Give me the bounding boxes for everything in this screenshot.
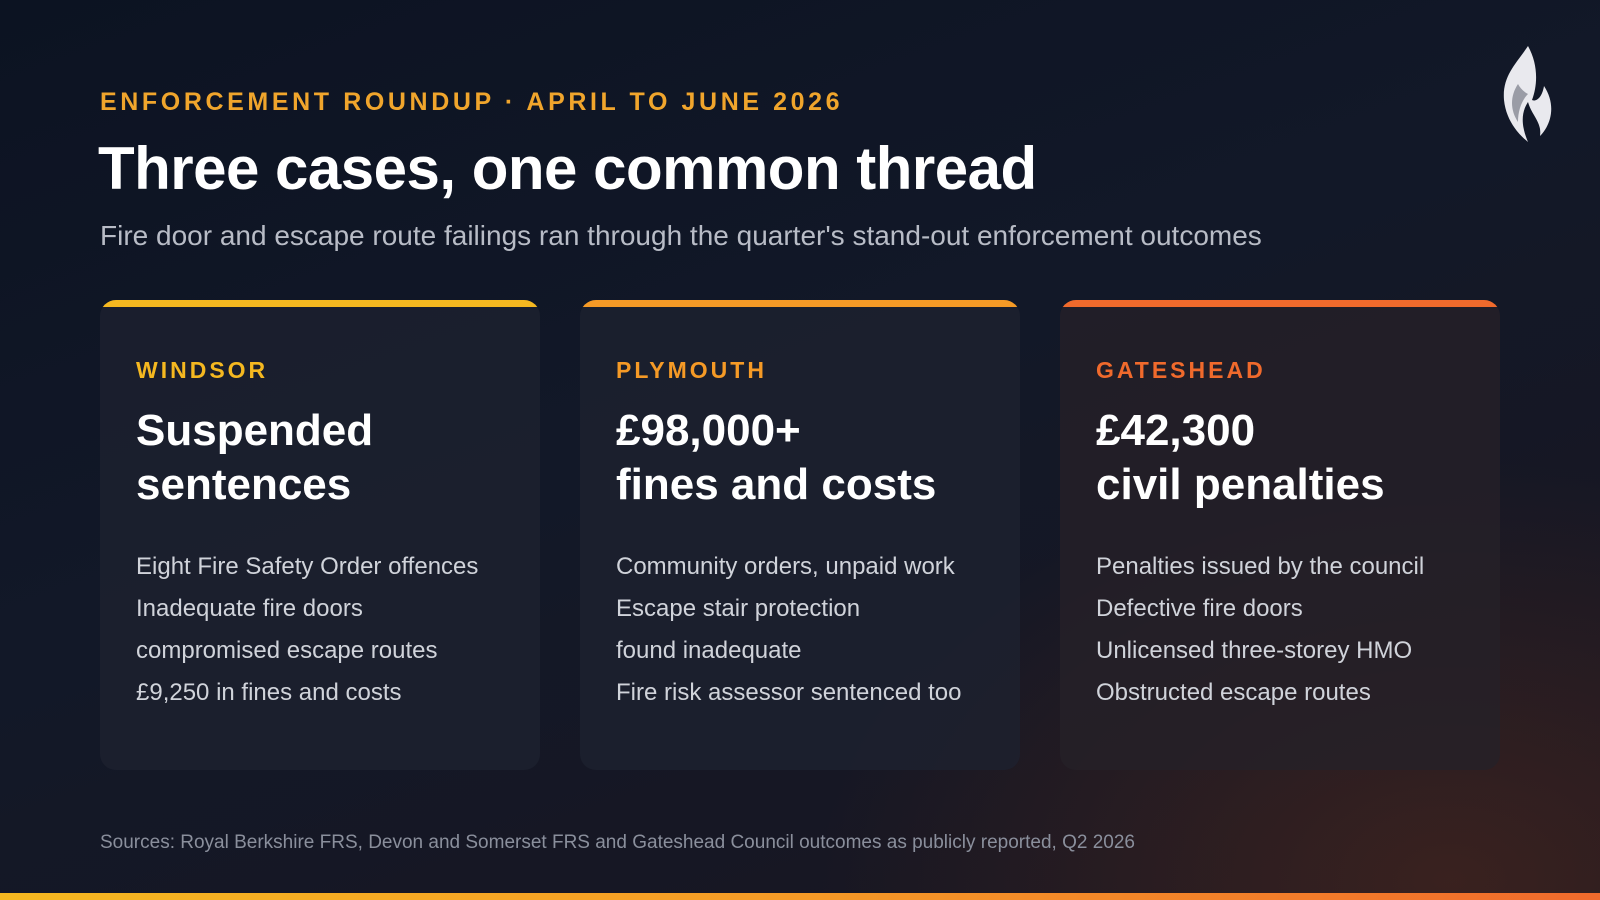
case-points: [1096, 546, 1464, 714]
case-point: Fire risk assessor sentenced too: [616, 679, 962, 706]
page-subtitle: Fire door and escape route failings ran through the quarter's stand-out enforcement outcomes: [100, 220, 1262, 251]
case-point: Unlicensed three-storey HMO: [1096, 637, 1413, 664]
case-point: Community orders, unpaid work: [616, 553, 955, 580]
case-location: WINDSOR: [136, 357, 269, 383]
case-point: Escape stair protection: [616, 595, 861, 622]
case-headline: [136, 404, 504, 512]
case-headline-line: £42,300: [1096, 406, 1256, 455]
case-points: [136, 546, 504, 714]
case-headline: [1096, 404, 1464, 512]
flame-icon: [1498, 44, 1554, 144]
case-headline-line: £98,000+: [616, 406, 801, 455]
case-card-plymouth: [580, 300, 1020, 770]
card-accent-bar: [100, 300, 540, 307]
case-point: Defective fire doors: [1096, 595, 1303, 622]
case-card-gateshead: [1060, 300, 1500, 770]
case-headline-line: sentences: [136, 460, 352, 509]
case-point: Eight Fire Safety Order offences: [136, 553, 479, 580]
case-headline-line: civil penalties: [1096, 460, 1385, 509]
case-point: Inadequate fire doors: [136, 595, 363, 622]
case-point: found inadequate: [616, 637, 802, 664]
card-accent-bar: [1060, 300, 1500, 307]
case-location: GATESHEAD: [1096, 357, 1266, 383]
case-point: compromised escape routes: [136, 637, 438, 664]
page-title: Three cases, one common thread: [98, 135, 1037, 202]
case-location: PLYMOUTH: [616, 357, 767, 383]
case-points: [616, 546, 984, 714]
case-point: Obstructed escape routes: [1096, 679, 1371, 706]
eyebrow-label: ENFORCEMENT ROUNDUP · APRIL TO JUNE 2026: [100, 88, 844, 116]
card-accent-bar: [580, 300, 1020, 307]
case-card-windsor: [100, 300, 540, 770]
case-point: Penalties issued by the council: [1096, 553, 1425, 580]
case-headline-line: fines and costs: [616, 460, 937, 509]
case-point: £9,250 in fines and costs: [136, 679, 402, 706]
bottom-accent-bar: [0, 893, 1600, 900]
sources-note: Sources: Royal Berkshire FRS, Devon and Somerset FRS and Gateshead Council outcomes as publicly reported, Q2 2026: [100, 832, 1135, 853]
case-headline-line: Suspended: [136, 406, 374, 455]
case-headline: [616, 404, 984, 512]
